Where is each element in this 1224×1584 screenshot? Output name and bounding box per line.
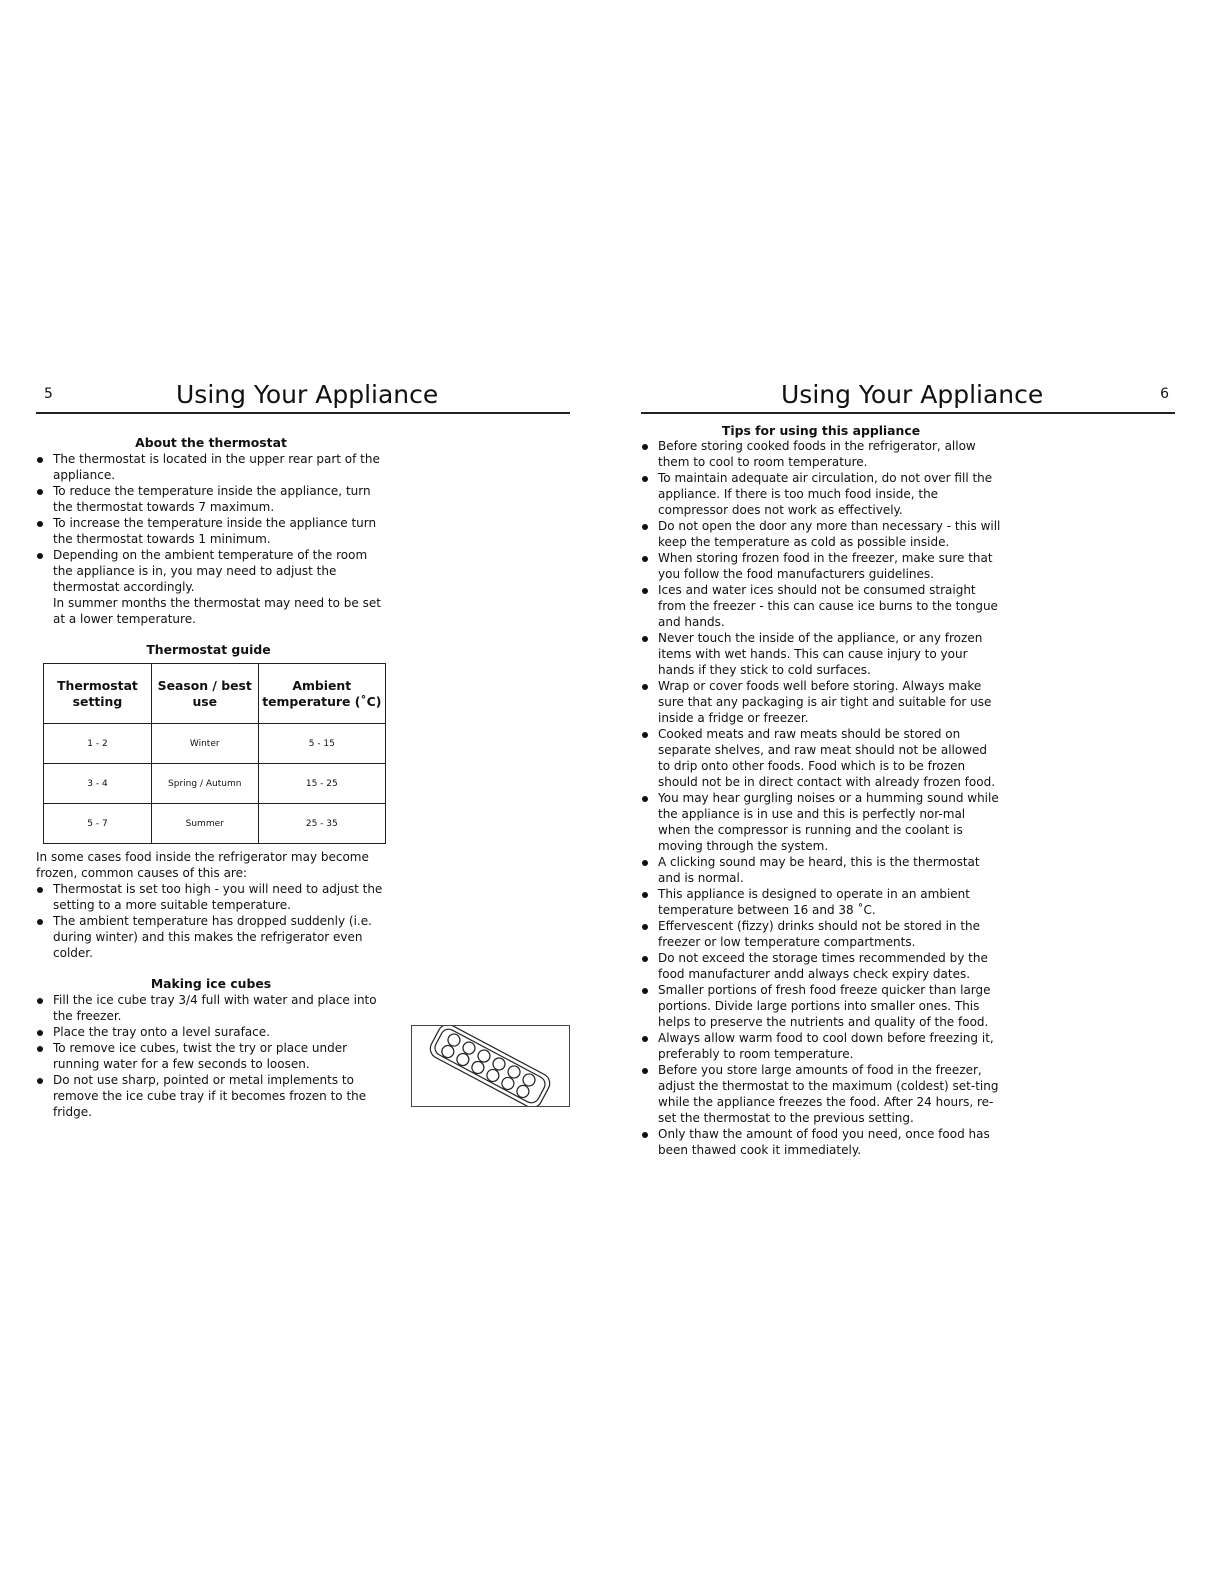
list-item: Smaller portions of fresh food freeze quicker than large portions. Divide large portions into smaller ones. This helps to preserve the nutrients and quality of the food. — [641, 982, 1001, 1030]
page-title: Using Your Appliance — [176, 380, 439, 409]
table-row — [44, 764, 386, 804]
table-cell: Summer — [151, 804, 258, 844]
tips-list — [641, 438, 1001, 1158]
thermostat-summer-note: In summer months the thermostat may need to be set at a lower temperature. — [53, 596, 381, 626]
frozen-causes-section — [36, 849, 386, 961]
page-number: 5 — [44, 386, 53, 402]
list-item: Always allow warm food to cool down before freezing it, preferably to room temperature. — [641, 1030, 1001, 1062]
ice-cubes-section — [36, 976, 386, 1120]
list-item: Depending on the ambient temperature of the room the appliance is in, you may need to adjust the thermostat accordingly. — [36, 547, 386, 595]
table-header: Season / best use — [151, 664, 258, 724]
list-item: Before storing cooked foods in the refrigerator, allow them to cool to room temperature. — [641, 438, 1001, 470]
thermostat-section — [36, 435, 386, 627]
table-cell: Spring / Autumn — [151, 764, 258, 804]
table-cell: Winter — [151, 724, 258, 764]
ice-tray-icon — [412, 1026, 569, 1106]
ice-tray-illustration — [411, 1025, 570, 1107]
page-title: Using Your Appliance — [781, 380, 1044, 409]
right-page — [612, 0, 1224, 1584]
list-item: Cooked meats and raw meats should be stored on separate shelves, and raw meat should not be allowed to drip onto other foods. Food which is to be frozen should not be in direct contact with already frozen food. — [641, 726, 1001, 790]
list-item: Ices and water ices should not be consumed straight from the freezer - this can cause ice burns to the tongue and hands. — [641, 582, 1001, 630]
list-item: A clicking sound may be heard, this is the thermostat and is normal. — [641, 854, 1001, 886]
list-item: When storing frozen food in the freezer, make sure that you follow the food manufacturers guidelines. — [641, 550, 1001, 582]
page-number: 6 — [1160, 386, 1169, 402]
list-item: Do not use sharp, pointed or metal implements to remove the ice cube tray if it becomes frozen to the fridge. — [36, 1072, 386, 1120]
list-item: Effervescent (fizzy) drinks should not be stored in the freezer or low temperature compartments. — [641, 918, 1001, 950]
list-item: Thermostat is set too high - you will need to adjust the setting to a more suitable temperature. — [36, 881, 386, 913]
table-cell: 5 - 7 — [44, 804, 152, 844]
tips-heading: Tips for using this appliance — [721, 423, 921, 438]
list-item: Before you store large amounts of food in the freezer, adjust the thermostat to the maximum (coldest) set-ting while the appliance freezes the food. After 24 hours, re-set the thermostat to the previous setting. — [641, 1062, 1001, 1126]
thermostat-heading: About the thermostat — [135, 435, 287, 450]
list-item: To reduce the temperature inside the appliance, turn the thermostat towards 7 maximum. — [36, 483, 386, 515]
ice-list — [36, 992, 386, 1120]
list-item: The ambient temperature has dropped suddenly (i.e. during winter) and this makes the refrigerator even colder. — [36, 913, 386, 961]
table-header: Thermostat setting — [44, 664, 152, 724]
frozen-causes-list — [36, 881, 386, 961]
thermostat-guide-table — [43, 663, 386, 844]
table-header: Ambient temperature (˚C) — [258, 664, 385, 724]
list-item: Only thaw the amount of food you need, once food has been thawed cook it immediately. — [641, 1126, 1001, 1158]
table-cell: 3 - 4 — [44, 764, 152, 804]
table-row — [44, 804, 386, 844]
left-page-header — [36, 380, 570, 414]
list-item: Do not open the door any more than necessary - this will keep the temperature as cold as possible inside. — [641, 518, 1001, 550]
right-page-header — [641, 380, 1175, 414]
list-item: You may hear gurgling noises or a humming sound while the appliance is in use and this is perfectly nor-mal when the compressor is running and the coolant is moving through the system. — [641, 790, 1001, 854]
tips-section — [641, 424, 1001, 1158]
list-item: Do not exceed the storage times recommended by the food manufacturer andd always check expiry dates. — [641, 950, 1001, 982]
list-item: The thermostat is located in the upper rear part of the appliance. — [36, 451, 386, 483]
table-header-row — [44, 664, 386, 724]
table-cell: 1 - 2 — [44, 724, 152, 764]
list-item: Wrap or cover foods well before storing. Always make sure that any packaging is air tight and suitable for use inside a fridge or freezer. — [641, 678, 1001, 726]
thermostat-list — [36, 451, 386, 595]
table-cell: 25 - 35 — [258, 804, 385, 844]
list-item: Place the tray onto a level suraface. — [36, 1024, 386, 1040]
table-cell: 15 - 25 — [258, 764, 385, 804]
frozen-intro: In some cases food inside the refrigerator may become frozen, common causes of this are: — [36, 850, 369, 880]
list-item: To increase the temperature inside the appliance turn the thermostat towards 1 minimum. — [36, 515, 386, 547]
table-cell: 5 - 15 — [258, 724, 385, 764]
list-item: Fill the ice cube tray 3/4 full with water and place into the freezer. — [36, 992, 386, 1024]
table-row — [44, 724, 386, 764]
list-item: Never touch the inside of the appliance, or any frozen items with wet hands. This can cause injury to your hands if they stick to cold surfaces. — [641, 630, 1001, 678]
ice-heading: Making ice cubes — [150, 976, 272, 991]
guide-heading: Thermostat guide — [146, 642, 271, 657]
list-item: This appliance is designed to operate in an ambient temperature between 16 and 38 ˚C. — [641, 886, 1001, 918]
list-item: To remove ice cubes, twist the try or place under running water for a few seconds to loosen. — [36, 1040, 386, 1072]
list-item: To maintain adequate air circulation, do not over fill the appliance. If there is too much food inside, the compressor does not work as effectively. — [641, 470, 1001, 518]
